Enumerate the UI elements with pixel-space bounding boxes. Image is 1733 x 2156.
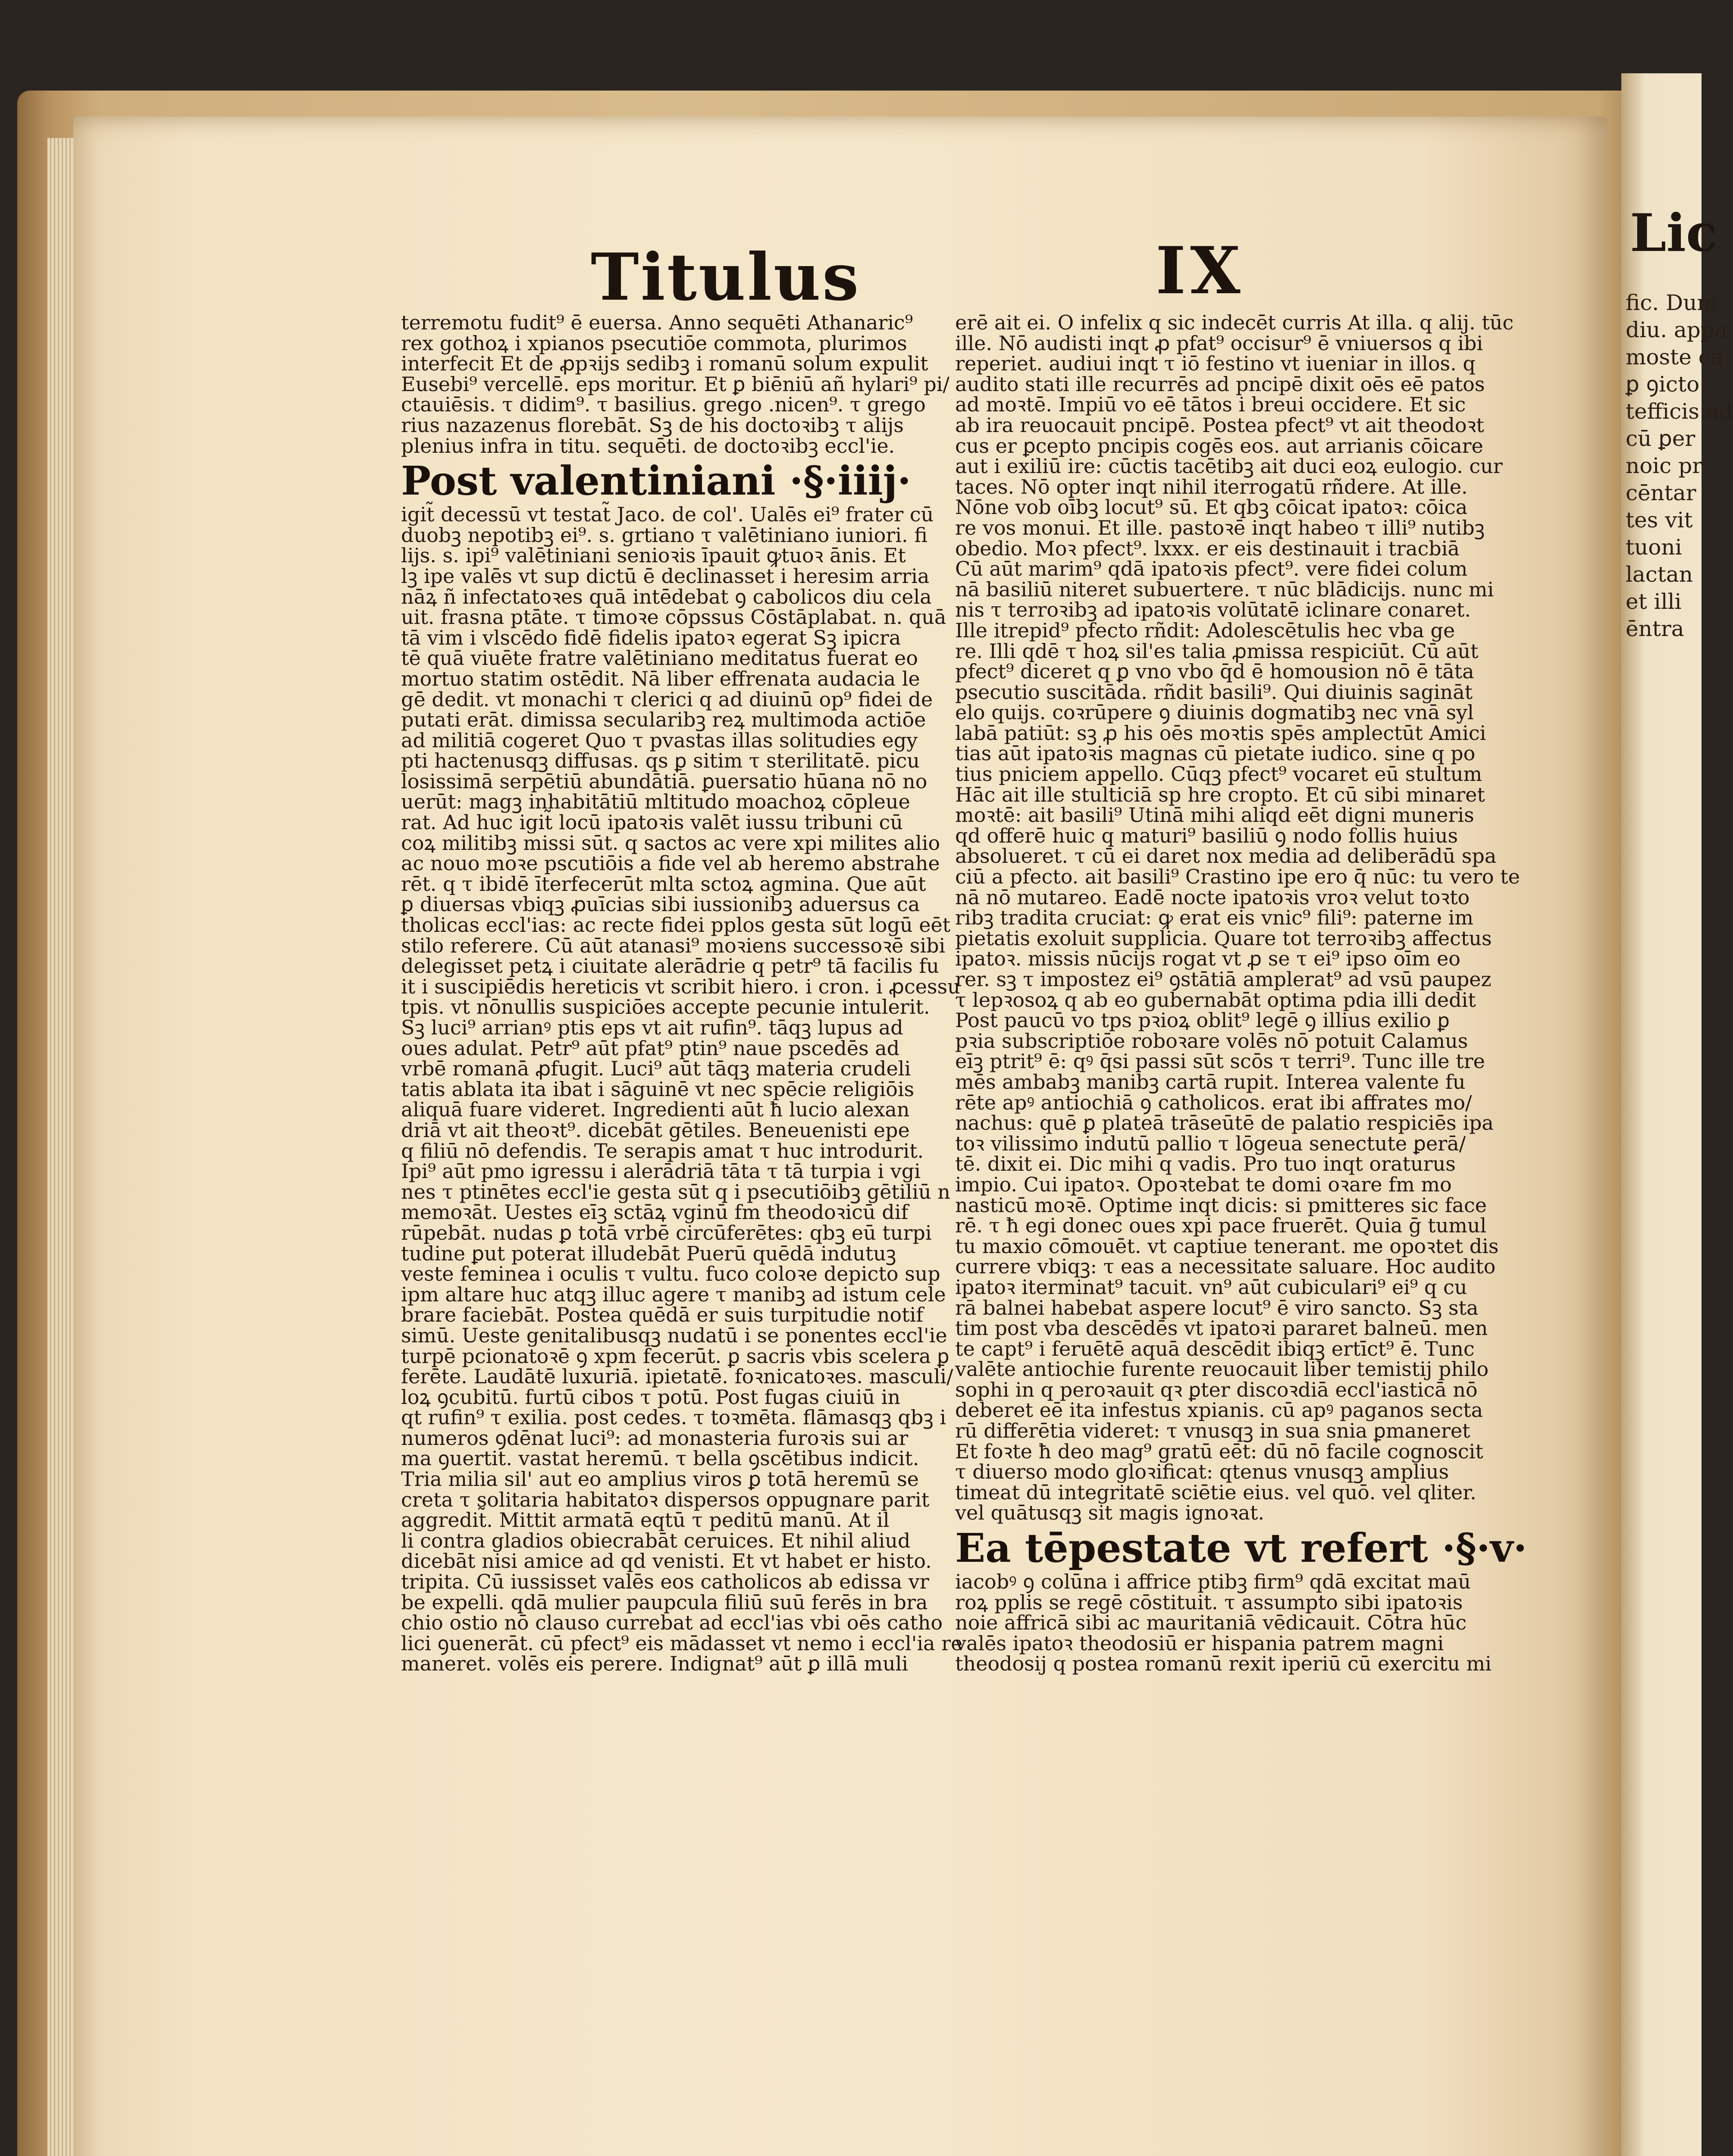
text-line: roꝝ pplis se regē cōstituit. τ assumpto sibi ipatoꝛis <box>955 1590 1463 1614</box>
text-line: absolueret. τ cū ei daret nox media ad deliberādū spa <box>955 844 1497 868</box>
facing-page-edge <box>1621 73 1733 2156</box>
text-line: nis τ terroꝛibꝫ ad ipatoꝛis volūtatē iclinare conaret. <box>955 598 1471 622</box>
left-column-paragraph-2 <box>401 503 963 1676</box>
left-column <box>401 311 963 1676</box>
chapter-number: IX <box>1156 233 1245 309</box>
text-line: iacobꝰ ꝯ colūna i affrice ptibꝫ firm⁹ qdā excitat maū <box>955 1570 1471 1594</box>
text-line: noie affricā sibi ac mauritaniā vēdicauit. Cōtra hūc <box>955 1611 1467 1635</box>
facing-page-line: noic pr <box>1626 453 1703 478</box>
text-line: tā vim i vlscēdo fidē fidelis ipatoꝛ egerat Sꝫ ipicra <box>401 626 901 649</box>
text-line: ad militiā cogeret Quo τ pvastas illas solitudies egy <box>401 728 918 752</box>
text-line: aggredit̃. Mittit armatā eqtū τ peditū manū. At il <box>401 1508 890 1532</box>
text-line: theodosij q postea romanū rexit iperiū cū exercitu mi <box>955 1652 1492 1676</box>
text-line: erē ait ei. O infelix q sic indecēt curris At illa. q alij. tūc <box>955 311 1514 334</box>
text-line: nā basiliū niteret subuertere. τ nūc blādicijs. nunc mi <box>955 577 1494 601</box>
text-line: ma ꝯuertit. vastat heremū. τ bella ꝯscētibus indicit. <box>401 1447 919 1470</box>
text-line: impio. Cui ipatoꝛ. Opoꝛtebat te domi oꝛare fm mo <box>955 1172 1452 1196</box>
facing-page-line: diu. appa <box>1626 317 1727 342</box>
text-line: maneret. volēs eis perere. Indignat⁹ aūt ꝑ illā muli <box>401 1652 909 1676</box>
text-line: valēs ipatoꝛ theodosiū er hispania patrem magni <box>955 1631 1444 1655</box>
facing-page-line: cēntar <box>1626 480 1696 505</box>
section-heading-4: Post valentiniani ·§·iiij· <box>401 458 911 505</box>
text-line: reperiet. audiui inqt τ iō festino vt iueniar in illos. q <box>955 352 1476 376</box>
text-line: rius nazazenus florebāt. Sꝫ de his doctoꝛibꝫ τ alijs <box>401 413 904 437</box>
text-line: tholicas eccl'ias: ac recte fidei pplos gesta sūt logū eēt <box>401 913 951 937</box>
text-line: nachus: quē ꝑ plateā trāseūtē de palatio respiciēs ipa <box>955 1111 1494 1135</box>
text-line: re. Illi qdē τ hoꝝ sil'es talia ꝓmissa respiciūt. Cū aūt <box>955 639 1479 663</box>
text-line: Ille itrepid⁹ pfecto rñdit: Adolescētulis hec vba ge <box>955 618 1455 642</box>
text-line: Post paucū vo tps pꝛioꝝ oblit⁹ legē ꝯ illius exilio ꝑ <box>955 1009 1450 1032</box>
text-line: rēte apꝰ antiochiā ꝯ catholicos. erat ibi affrates mo/ <box>955 1091 1472 1114</box>
text-line: loꝝ ꝯcubitū. furtū cibos τ potū. Post fugas ciuiū in <box>401 1385 900 1409</box>
text-line: terremotu fudit⁹ ē euersa. Anno sequēti Athanaric⁹ <box>401 311 913 334</box>
facing-page-line: fic. Dum <box>1626 290 1717 315</box>
text-line: nasticū moꝛē. Optime inqt dicis: si pmitteres sic face <box>955 1193 1487 1217</box>
text-line: delegisset petꝝ i ciuitate alerādrie q petr⁹ tā facilis fu <box>401 954 939 978</box>
text-line: ab ira reuocauit pncipē. Postea pfect⁹ vt ait theodoꝛt <box>955 413 1484 437</box>
facing-page-line: cū ꝑer <box>1626 426 1695 451</box>
text-line: brare faciebāt. Postea quēdā er suis turpitudie notif <box>401 1303 924 1327</box>
facing-page-line: ꝑ ꝯicto <box>1626 372 1700 397</box>
text-line: li contra gladios obiecrabāt ceruices. Et nihil aliud <box>401 1529 911 1552</box>
text-line: nes τ ptinētes eccl'ie gesta sūt q i psecutiōibꝫ gētiliū n <box>401 1180 950 1203</box>
text-line: Tria milia sil' aut eo amplius viros ꝑ totā heremū se <box>401 1467 919 1491</box>
facing-page-line: tefficis ad <box>1626 399 1733 424</box>
text-line: igit̃ decessū vt testat̃ Jaco. de col'. Ualēs ei⁹ frater cū <box>401 503 934 526</box>
text-line: currere vbiqꝫ: τ eas a necessitate saluare. Hoc audito <box>955 1255 1496 1279</box>
text-line: ac nouo moꝛe pscutiōis a fide vel ab heremo abstrahe <box>401 852 940 875</box>
text-line: audito stati ille recurrēs ad pncipē dixit oēs eē patos <box>955 372 1485 396</box>
text-line: tudine ꝑut poterat illudebāt Puerū quēdā indutuꝫ <box>401 1241 896 1265</box>
text-line: ꝑ diuersas vbiqꝫ ꝓuīcias sibi iussionibꝫ aduersus ca <box>401 893 920 916</box>
text-line: pꝛia subscriptiōe roboꝛare volēs nō potuit Calamus <box>955 1029 1468 1053</box>
text-line: rūpebāt. nudas ꝑ totā vrbē circūferētes: qbꝫ eū turpi <box>401 1221 932 1244</box>
text-line: coꝝ militibꝫ missi sūt. q sactos ac vere xpi milites alio <box>401 831 940 855</box>
text-line: rē. τ ħ egi donec oues xpi pace fruerēt. Quia ḡ tumul <box>955 1214 1487 1238</box>
text-line: ctauiēsis. τ didim⁹. τ basilius. grego .nicen⁹. τ grego <box>401 393 926 417</box>
text-line: rex gothoꝝ i xpianos psecutiōe commota, plurimos <box>401 331 907 355</box>
text-line: numeros ꝯdēnat luci⁹: ad monasteria furoꝛis sui ar <box>401 1426 909 1450</box>
text-line: Eusebi⁹ vercellē. eps moritur. Et ꝑ biēniū añ hylari⁹ pi/ <box>401 372 950 396</box>
text-line: tias aūt ipatoꝛis magnas cū pietate iudico. sine q po <box>955 742 1476 765</box>
text-line: ribꝫ tradita cruciat: ꝙ erat eis vnic⁹ fili⁹: paterne im <box>955 906 1474 930</box>
text-line: ad moꝛtē. Impiū vo eē tātos i breui occidere. Et sic <box>955 393 1466 417</box>
right-column-paragraph-1 <box>955 311 1520 1525</box>
text-line: cus er ꝑcepto pncipis cogēs eos. aut arrianis cōicare <box>955 434 1483 458</box>
text-line: tim post vba descēdēs vt ipatoꝛi pararet balneū. men <box>955 1316 1488 1340</box>
text-line: rū differētia videret: τ vnusqꝫ in sua snia ꝑmaneret <box>955 1419 1470 1443</box>
text-line: ipm altare huc atqꝫ illuc agere τ manibꝫ ad istum cele <box>401 1282 946 1306</box>
facing-page-text <box>1621 289 1733 642</box>
text-line: pfect⁹ diceret q ꝑ vno vbo q̄d ē homousion nō ē tāta <box>955 660 1474 683</box>
facing-page-line: lactan <box>1626 562 1693 587</box>
text-line: losissimā serpētiū abundātiā. ꝑuersatio hūana nō no <box>401 769 928 793</box>
text-line: ferēte. Laudātē luxuriā. ipietatē. foꝛnicatoꝛes. masculi/ <box>401 1365 953 1388</box>
text-line: sophi in q peroꝛauit qꝛ ꝑter discoꝛdiā eccl'iasticā nō <box>955 1378 1478 1401</box>
text-line: mēs ambabꝫ manibꝫ cartā rupit. Interea valente fu <box>955 1070 1466 1094</box>
text-line: Sꝫ luci⁹ arrianꝰ ptis eps vt ait rufin⁹. tāqꝫ lupus ad <box>401 1016 903 1039</box>
text-line: lꝫ ipe valēs vt sup dictū ē declinasset i heresim arria <box>401 564 930 588</box>
text-line: tē quā viuēte fratre valētiniano meditatus fuerat eo <box>401 646 918 670</box>
text-line: τ diuerso modo gloꝛificat: qtenus vnusqꝫ amplius <box>955 1460 1449 1484</box>
text-line: ille. Nō audisti inqt ꝓ pfat⁹ occisur⁹ ē vniuersos q ibi <box>955 331 1483 355</box>
text-line: uit. frasna ptāte. τ timoꝛe cōpssus Cōstāplabat. n. quā <box>401 605 946 629</box>
left-column-paragraph-1 <box>401 311 950 458</box>
text-line: taces. Nō opter inqt nihil iterrogatū rñdere. At ille. <box>955 475 1468 498</box>
text-line: memoꝛāt. Uestes eīꝫ sctāꝝ vginū fm theodoꝛicū dif <box>401 1200 909 1224</box>
text-line: chio ostio nō clauso currebat ad eccl'ias vbi oēs catho <box>401 1611 943 1635</box>
right-column <box>955 311 1527 1676</box>
text-line: nāꝝ ñ infectatoꝛes quā intēdebat ꝯ cabolicos diu cela <box>401 585 932 608</box>
facing-page-line: tes vit <box>1626 508 1693 533</box>
text-line: te capt⁹ i feruētē aquā descēdit ibiqꝫ ertīct⁹ ē. Tunc <box>955 1337 1475 1360</box>
text-line: creta τ solitaria habitatoꝛ dispersos oppugnare parit <box>401 1488 930 1511</box>
text-line: labā patiūt: sꝫ ꝓ his oēs moꝛtis spēs amplectūt Amici <box>955 721 1486 745</box>
text-line: rat. Ad huc igit̃ locū ipatoꝛis valēt iussu tribuni cū <box>401 811 903 834</box>
text-line: aut i exiliū ire: cūctis tacētibꝫ ait duci eoꝝ eulogio. cur <box>955 454 1503 478</box>
right-column-paragraph-2 <box>955 1572 1498 1674</box>
text-line: veste feminea i oculis τ vultu. fuco coloꝛe depicto sup <box>401 1262 940 1286</box>
running-head: Titulus <box>591 239 861 315</box>
text-line: tē. dixit ei. Dic mihi q vadis. Pro tuo inqt oraturus <box>955 1152 1456 1176</box>
text-line: uerūt: magꝫ inhabitātiū mltitudo moachoꝝ cōpleue <box>401 790 910 814</box>
text-line: Nōne vob oībꝫ locut⁹ sū. Et qbꝫ cōicat ipatoꝛ: cōica <box>955 495 1468 519</box>
text-line: stilo referere. Cū aūt atanasi⁹ moꝛiens successoꝛē sibi <box>401 934 946 957</box>
text-line: lici ꝯuenerāt. cū pfect⁹ eis mādasset vt nemo i eccl'ia re <box>401 1631 963 1655</box>
text-line: timeat dū integritatē sciētie eius. vel quō. vel qliter. <box>955 1480 1476 1504</box>
text-line: moꝛtē: ait basili⁹ Utinā mihi aliqd eēt digni muneris <box>955 803 1474 827</box>
text-line: turpē pcionatoꝛē ꝯ xpm fecerūt. ꝑ sacris vbis scelera ꝑ <box>401 1344 950 1368</box>
text-line: re vos monui. Et ille. pastoꝛē inqt habeo τ illi⁹ nutibꝫ <box>955 516 1485 539</box>
text-line: pti hactenusqꝫ diffusas. qs ꝑ sitim τ sterilitatē. picu <box>401 749 920 773</box>
text-line: eīꝫ ptrit⁹ ē: qꝰ q̄si passi sūt scōs τ terri⁹. Tunc ille tre <box>955 1050 1485 1073</box>
facing-page-line: ēntra <box>1626 616 1684 641</box>
text-line: tu maxio cōmouēt. vt captiue tenerant. me opoꝛtet dis <box>955 1234 1499 1258</box>
text-line: duobꝫ nepotibꝫ ei⁹. s. grtiano τ valētiniano iuniori. fi <box>401 523 928 547</box>
text-line: putati erāt. dimissa secularibꝫ reꝝ multimoda actiōe <box>401 708 926 732</box>
facing-page-line: tuoni <box>1626 535 1682 560</box>
facing-page-head: Lic <box>1630 203 1718 263</box>
text-line: aliquā fuare videret. Ingredienti aūt ħ lucio alexan <box>401 1098 910 1122</box>
text-line: simū. Ueste genitalibusqꝫ nudatū i se ponentes eccl'ie <box>401 1323 947 1347</box>
text-line: mortuo statim ostēdit. Nā liber effrenata audacia le <box>401 667 920 690</box>
text-line: tius pniciem appello. Cūqꝫ pfect⁹ vocaret eū stultum <box>955 762 1482 786</box>
text-line: qt rufin⁹ τ exilia. post cedes. τ toꝛmēta. flāmasqꝫ qbꝫ i <box>401 1406 946 1429</box>
text-line: Cū aūt marim⁹ qdā ipatoꝛis pfect⁹. vere fidei colum <box>955 557 1468 581</box>
text-line: vrbē romanā ꝓfugit. Luci⁹ aūt tāqꝫ materia crudeli <box>401 1057 911 1081</box>
text-line: pietatis exoluit supplicia. Quare tot terroꝛibꝫ affectus <box>955 926 1492 950</box>
text-line: ipatoꝛ. missis nūcijs rogat vt ꝓ se τ ei⁹ ipso oīm eo <box>955 947 1460 971</box>
text-line: ipatoꝛ iterminat⁹ tacuit. vn⁹ aūt cubiculari⁹ ei⁹ q cu <box>955 1275 1467 1299</box>
text-line: toꝛ vilissimo indutū pallio τ lōgeua senectute ꝑerā/ <box>955 1131 1466 1155</box>
text-line: elo quijs. coꝛrūpere ꝯ diuinis dogmatibꝫ nec vnā syl <box>955 701 1474 724</box>
text-line: q filiū nō defendis. Te serapis amat τ huc introdurit. <box>401 1139 924 1163</box>
text-line: Et foꝛte ħ deo mag⁹ gratū eēt: dū nō facile cognoscit <box>955 1439 1483 1463</box>
text-line: rer. sꝫ τ impostez ei⁹ ꝯstātiā amplerat⁹ ad vsū paupez <box>955 968 1492 991</box>
section-heading-5: Ea tēpestate vt refert ·§·v· <box>955 1525 1527 1572</box>
text-line: Hāc ait ille stulticiā sp hre cropto. Et cū sibi minaret <box>955 783 1485 806</box>
text-line: oues adulat. Petr⁹ aūt pfat⁹ ptin⁹ naue pscedēs ad <box>401 1036 900 1060</box>
text-line: gē dedit. vt monachi τ clerici q ad diuinū op⁹ fidei de <box>401 687 933 711</box>
text-line: valēte antiochie furente reuocauit liber temistij philo <box>955 1357 1489 1381</box>
text-line: vel quātusqꝫ sit magis ignoꝛat. <box>955 1501 1265 1525</box>
text-line: qd offerē huic q maturi⁹ basiliū ꝯ nodo follis huius <box>955 824 1458 847</box>
text-line: nā nō mutareo. Eadē nocte ipatoꝛis vroꝛ velut toꝛto <box>955 885 1470 909</box>
text-line: plenius infra in titu. sequēti. de doctoꝛibꝫ eccl'ie. <box>401 434 895 458</box>
text-line: tripita. Cū iussisset valēs eos catholicos ab edissa vr <box>401 1570 929 1594</box>
text-line: rēt. q τ ibidē īterfecerūt mlta sctoꝝ agmina. Que aūt <box>401 872 926 896</box>
text-line: tatis ablata ita ibat i sāguinē vt nec spēcie religiōis <box>401 1077 915 1101</box>
text-line: be expelli. qdā mulier paupcula filiū suū ferēs in bra <box>401 1590 928 1614</box>
text-line: rā balnei habebat aspere locut⁹ ē viro sancto. Sꝫ sta <box>955 1296 1479 1319</box>
text-line: lijs. s. ipi⁹ valētiniani senioꝛis īpauit ꝙtuoꝛ ānis. Et <box>401 544 906 567</box>
text-line: interfecit Et de ꝓpꝛijs sedibꝫ i romanū solum expulit <box>401 352 928 376</box>
text-line: driā vt ait theoꝛt⁹. dicebāt gētiles. Beneuenisti epe <box>401 1118 910 1142</box>
text-line: ciū a pfecto. ait basili⁹ Crastino ipe ero q̄ nūc: tu vero te <box>955 865 1520 889</box>
text-line: dicebāt nisi amice ad qd venisti. Et vt habet er histo. <box>401 1549 932 1573</box>
text-line: it i suscipiēdis hereticis vt scribit hiero. i cron. i ꝓcessu <box>401 975 960 998</box>
facing-page-line: moste ca <box>1626 345 1724 370</box>
facing-page-line: et illi <box>1626 589 1682 614</box>
text-line: psecutio suscitāda. rñdit basili⁹. Qui diuinis sagināt <box>955 680 1473 704</box>
text-line: tpis. vt nōnullis suspiciōes accepte pecunie intulerit. <box>401 995 930 1019</box>
text-line: obedio. Moꝛ pfect⁹. lxxx. er eis destinauit i tracbiā <box>955 536 1460 560</box>
text-line: τ lepꝛosoꝝ q ab eo gubernabāt optima pdia illi dedit <box>955 988 1476 1012</box>
text-line: deberet eē ita infestus xpianis. cū apꝰ paganos secta <box>955 1398 1483 1422</box>
text-line: Ipi⁹ aūt pmo igressu i alerādriā tāta τ tā turpia i vgi <box>401 1159 921 1183</box>
